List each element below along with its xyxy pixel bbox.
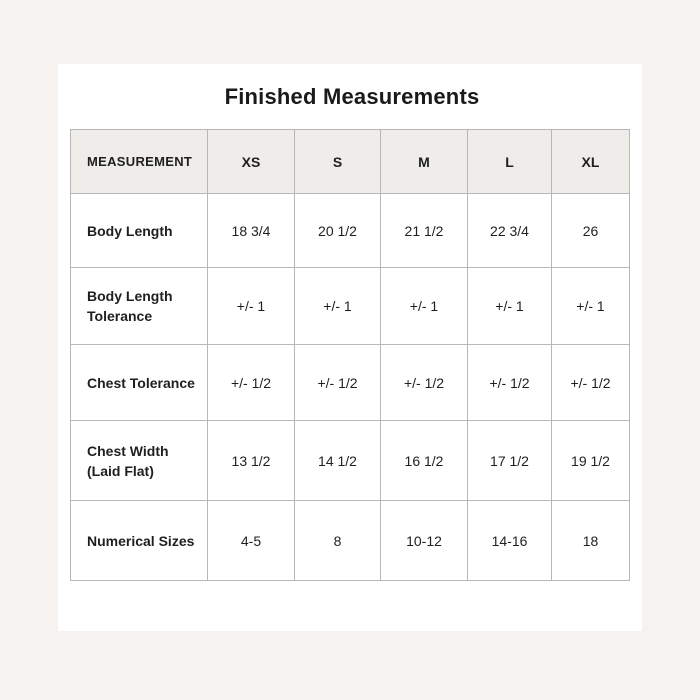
table-cell: 17 1/2 — [468, 421, 552, 501]
column-header-measurement: MEASUREMENT — [71, 130, 208, 194]
measurements-table — [70, 129, 630, 581]
table-cell: +/- 1 — [381, 268, 468, 345]
column-header-m: M — [381, 130, 468, 194]
table-cell: 16 1/2 — [381, 421, 468, 501]
table-cell: +/- 1/2 — [552, 345, 630, 421]
page-title: Finished Measurements — [224, 84, 480, 109]
row-label-line1: Chest Width — [87, 442, 169, 459]
row-label-line2: Tolerance — [87, 308, 153, 324]
row-label — [71, 194, 208, 268]
table-cell: +/- 1 — [468, 268, 552, 345]
table-cell: 13 1/2 — [208, 421, 295, 501]
row-label — [71, 345, 208, 421]
row-label — [71, 268, 208, 345]
table-cell: 26 — [552, 194, 630, 268]
table-cell: 4-5 — [208, 501, 295, 581]
table-cell: 8 — [295, 501, 381, 581]
table-cell: +/- 1/2 — [468, 345, 552, 421]
table-cell: +/- 1 — [295, 268, 381, 345]
column-header-xs: XS — [208, 130, 295, 194]
column-header-s: S — [295, 130, 381, 194]
table-cell: +/- 1/2 — [208, 345, 295, 421]
table-cell: +/- 1 — [208, 268, 295, 345]
table-cell: 20 1/2 — [295, 194, 381, 268]
row-label-line1: Numerical Sizes — [87, 532, 195, 549]
table-row — [71, 194, 630, 268]
table-cell: 14 1/2 — [295, 421, 381, 501]
table-cell: 18 3/4 — [208, 194, 295, 268]
row-label-line1: Chest Tolerance — [87, 374, 195, 391]
table-row — [71, 501, 630, 581]
table-cell: +/- 1/2 — [381, 345, 468, 421]
table-row — [71, 421, 630, 501]
row-label — [71, 421, 208, 501]
table-row — [71, 345, 630, 421]
row-label-line1: Body Length — [87, 222, 173, 239]
table-row — [71, 268, 630, 345]
table-cell: 10-12 — [381, 501, 468, 581]
column-header-l: L — [468, 130, 552, 194]
table-cell: +/- 1/2 — [295, 345, 381, 421]
column-header-xl: XL — [552, 130, 630, 194]
row-label-line2: (Laid Flat) — [87, 462, 154, 479]
table-cell: 14-16 — [468, 501, 552, 581]
row-label — [71, 501, 208, 581]
table-cell: 21 1/2 — [381, 194, 468, 268]
table-cell: +/- 1 — [552, 268, 630, 345]
table-cell: 19 1/2 — [552, 421, 630, 501]
table-header-row — [71, 130, 630, 194]
table-cell: 22 3/4 — [468, 194, 552, 268]
row-label-line1: Body Length — [87, 288, 173, 304]
table-cell: 18 — [552, 501, 630, 581]
